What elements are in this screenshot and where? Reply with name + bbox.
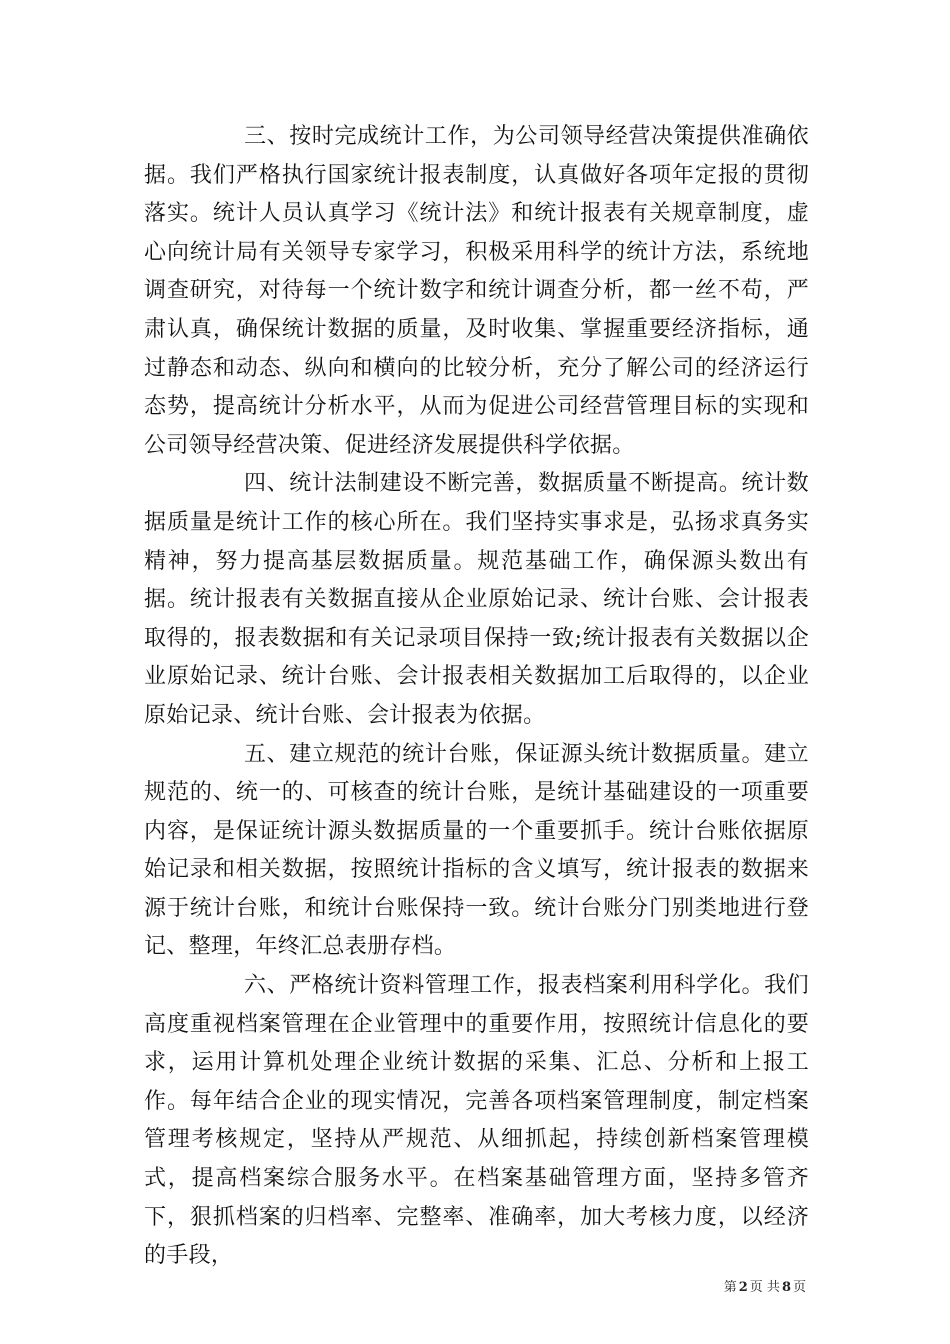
paragraph-6: 六、严格统计资料管理工作，报表档案利用科学化。我们高度重视档案管理在企业管理中的重要作用，按照统计信息化的要求，运用计算机处理企业统计数据的采集、汇总、分析和上报工作。每年结合企业的现实情况，完善各项档案管理制度，制定档案管理考核规定，坚持从严规范、从细抓起，持续创新档案管理模式，提高档案综合服务水平。在档案基础管理方面，坚持多管齐下，狠抓档案的归档率、完整率、准确率，加大考核力度，以经济的手段， — [144, 973, 809, 1269]
paragraph-3: 三、按时完成统计工作，为公司领导经营决策提供准确依据。我们严格执行国家统计报表制度，认真做好各项年定报的贯彻落实。统计人员认真学习《统计法》和统计报表有关规章制度，虚心向统计局有关领导专家学习，积极采用科学的统计方法，系统地调查研究，对待每一个统计数字和统计调查分析，都一丝不苟，严肃认真，确保统计数据的质量，及时收集、掌握重要经济指标，通过静态和动态、纵向和横向的比较分析，充分了解公司的经济运行态势，提高统计分析水平，从而为促进公司经营管理目标的实现和公司领导经营决策、促进经济发展提供科学依据。 — [144, 124, 809, 458]
footer-middle: 页 共 — [749, 1280, 780, 1295]
page-footer — [0, 1276, 806, 1295]
current-page-number: 2 — [738, 1280, 748, 1295]
footer-suffix: 页 — [792, 1280, 806, 1295]
paragraph-4: 四、统计法制建设不断完善，数据质量不断提高。统计数据质量是统计工作的核心所在。我们坚持实事求是，弘扬求真务实精神，努力提高基层数据质量。规范基础工作，确保源头数出有据。统计报表有关数据直接从企业原始记录、统计台账、会计报表取得的，报表数据和有关记录项目保持一致;统计报表有关数据以企业原始记录、统计台账、会计报表相关数据加工后取得的，以企业原始记录、统计台账、会计报表为依据。 — [144, 471, 809, 728]
total-pages-number: 8 — [781, 1280, 791, 1295]
body-text — [144, 118, 809, 1276]
paragraph-5: 五、建立规范的统计台账，保证源头统计数据质量。建立规范的、统一的、可核查的统计台账，是统计基础建设的一项重要内容，是保证统计源头数据质量的一个重要抓手。统计台账依据原始记录和相关数据，按照统计指标的含义填写，统计报表的数据来源于统计台账，和统计台账保持一致。统计台账分门别类地进行登记、整理，年终汇总表册存档。 — [144, 741, 809, 960]
footer-prefix: 第 — [723, 1280, 737, 1295]
